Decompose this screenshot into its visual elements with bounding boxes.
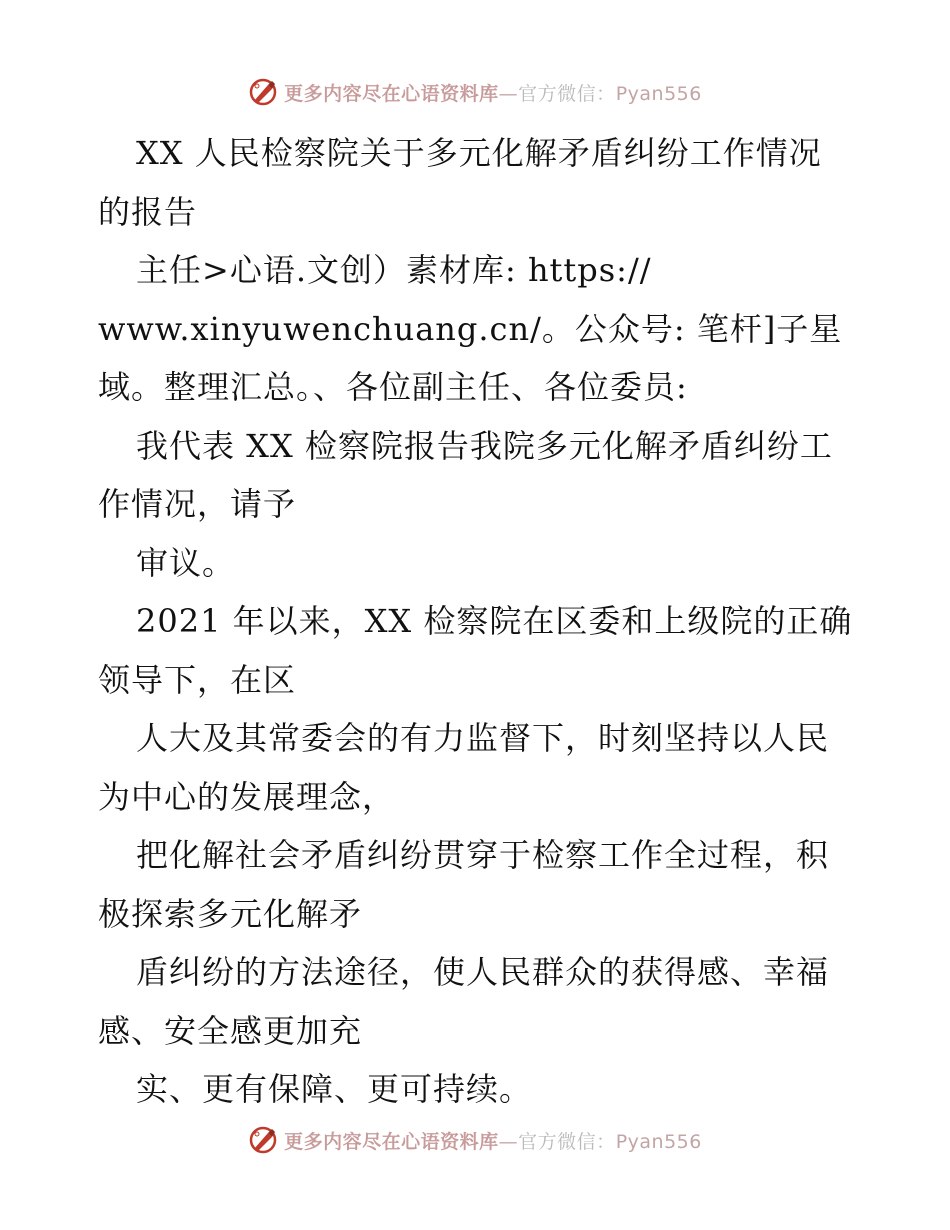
watermark-text bbox=[284, 1127, 702, 1154]
title-line-1: XX 人民检察院关于多元化解矛盾纠纷工作情况 bbox=[136, 134, 822, 172]
watermark-main: 更多内容尽在心语资料库 bbox=[284, 82, 499, 105]
paragraph-line: 域。整理汇总。、各位副主任、各位委员: bbox=[98, 368, 688, 406]
paragraph-line: 感、安全感更加充 bbox=[98, 1011, 363, 1050]
watermark-text bbox=[284, 79, 702, 106]
paragraph-line: 把化解社会矛盾纠纷贯穿于检察工作全过程，积 bbox=[136, 836, 830, 874]
watermark-id: Pyan556 bbox=[615, 82, 702, 105]
paragraph-line: 我代表 XX 检察院报告我院多元化解矛盾纠纷工 bbox=[136, 426, 833, 465]
paragraph-line: 作情况，请予 bbox=[98, 485, 297, 523]
watermark-main: 更多内容尽在心语资料库 bbox=[284, 1130, 499, 1153]
title-line-2: 的报告 bbox=[98, 192, 198, 231]
paragraph-line: 为中心的发展理念， bbox=[98, 777, 396, 816]
watermark-wechat: 官方微信： bbox=[518, 82, 616, 105]
watermark-dash: — bbox=[498, 1130, 519, 1153]
footer-watermark bbox=[0, 1120, 950, 1160]
paragraph-line: 人大及其常委会的有力监督下，时刻坚持以人民 bbox=[136, 719, 830, 757]
pen-logo-icon bbox=[248, 77, 278, 107]
paragraph-line: 主任>心语.文创）素材库: https:// bbox=[136, 251, 652, 289]
paragraph-line: 实、更有保障、更可持续。 bbox=[136, 1070, 533, 1108]
paragraph-line: 领导下，在区 bbox=[98, 660, 297, 699]
watermark-dash: — bbox=[498, 82, 519, 105]
watermark-id: Pyan556 bbox=[615, 1130, 702, 1153]
paragraph-line: 盾纠纷的方法途径，使人民群众的获得感、幸福 bbox=[136, 953, 830, 991]
watermark-wechat: 官方微信： bbox=[518, 1130, 616, 1153]
paragraph-line: 极探索多元化解矛 bbox=[98, 894, 363, 933]
header-watermark bbox=[0, 72, 950, 112]
document-body bbox=[98, 124, 858, 1119]
paragraph-line: 2021 年以来，XX 检察院在区委和上级院的正确 bbox=[136, 602, 853, 640]
pen-logo-icon bbox=[248, 1125, 278, 1155]
paragraph-line: 审议。 bbox=[136, 543, 236, 582]
paragraph-line: www.xinyuwenchuang.cn/。公众号: 笔杆]子星 bbox=[98, 309, 843, 348]
